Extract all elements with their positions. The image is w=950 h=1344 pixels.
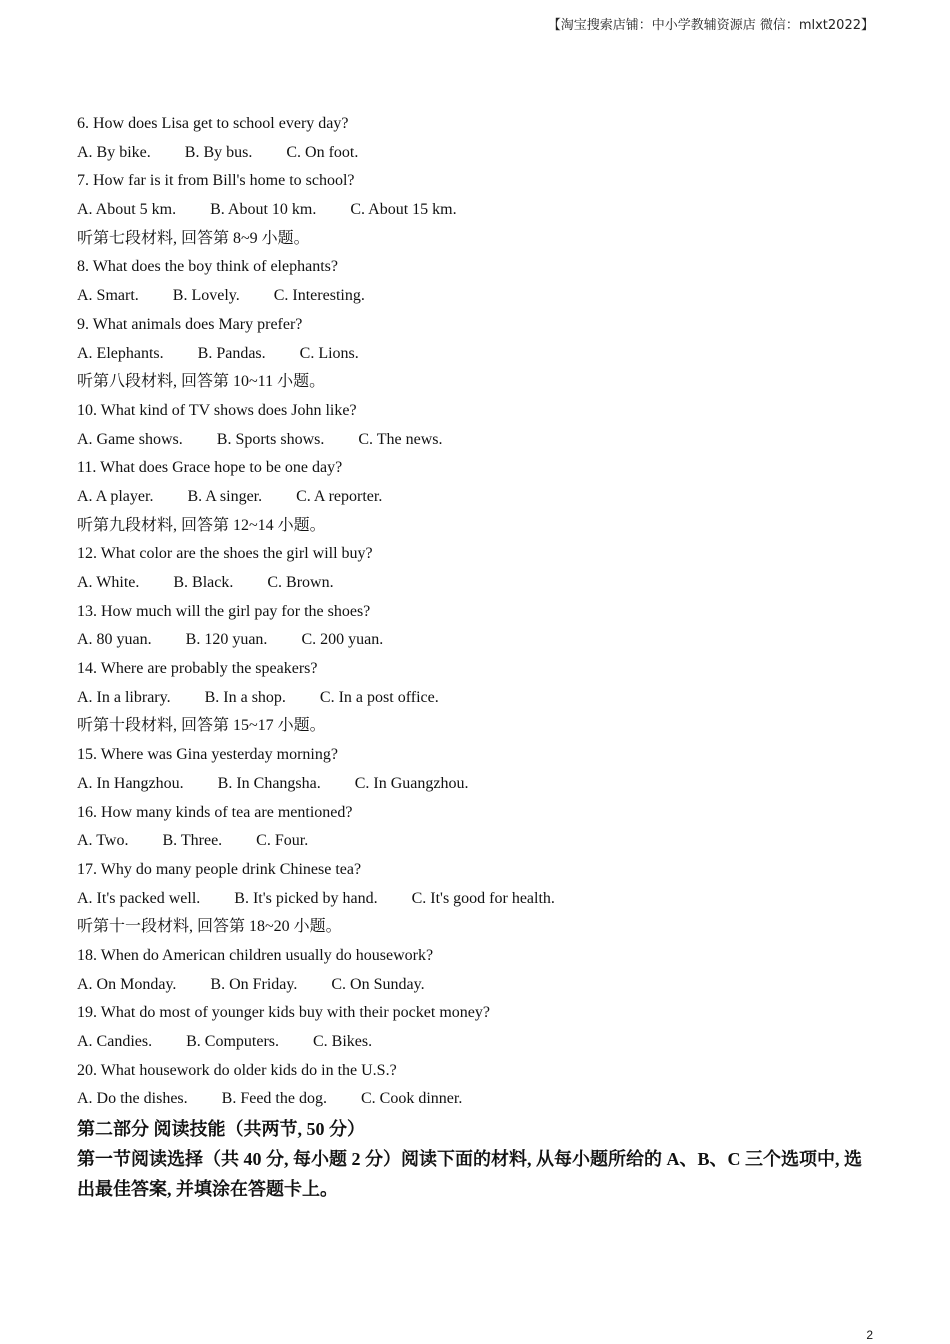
question-text: 19. What do most of younger kids buy with their pocket money? — [77, 1004, 490, 1022]
answer-option: A. In Hangzhou. — [77, 774, 184, 792]
answer-option: B. In Changsha. — [217, 774, 321, 792]
answer-options — [77, 770, 877, 799]
answer-option: B. A singer. — [187, 487, 263, 505]
question-text: 15. Where was Gina yesterday morning? — [77, 746, 338, 764]
question-text: 11. What does Grace hope to be one day? — [77, 459, 343, 477]
answer-option: C. In a post office. — [319, 688, 439, 706]
section-prompt: 听第十一段材料, 回答第 18~20 小题。 — [77, 918, 342, 936]
answer-option: C. Bikes. — [313, 1033, 373, 1050]
answer-option: A. Elephants. — [77, 344, 164, 362]
answer-options — [77, 626, 877, 655]
answer-options — [77, 885, 877, 914]
answer-options — [77, 196, 877, 225]
section-prompt: 听第八段材料, 回答第 10~11 小题。 — [77, 373, 326, 391]
answer-option: C. The news. — [358, 430, 443, 448]
answer-option: A. It's packed well. — [77, 889, 201, 907]
answer-option: C. It's good for health. — [411, 889, 555, 907]
question-text: 12. What color are the shoes the girl will buy? — [77, 545, 373, 563]
section-prompt: 听第九段材料, 回答第 12~14 小题。 — [77, 516, 326, 534]
answer-option: B. It's picked by hand. — [234, 889, 378, 907]
answer-options — [77, 827, 877, 856]
answer-option: B. Black. — [173, 574, 234, 591]
answer-option: A. About 5 km. — [77, 201, 177, 219]
answer-option: A. 80 yuan. — [77, 631, 152, 649]
answer-option: C. On Sunday. — [331, 975, 425, 993]
answer-option: A. A player. — [77, 487, 154, 505]
answer-option: A. Candies. — [77, 1033, 153, 1050]
question-text: 16. How many kinds of tea are mentioned? — [77, 803, 353, 821]
answer-option: B. Sports shows. — [216, 430, 325, 448]
question-text: 14. Where are probably the speakers? — [77, 660, 318, 678]
question-text: 17. Why do many people drink Chinese tea? — [77, 860, 362, 878]
answer-option: A. Game shows. — [77, 430, 183, 448]
question-text: 9. What animals does Mary prefer? — [77, 315, 303, 333]
answer-option: B. Computers. — [186, 1033, 279, 1050]
answer-option: A. On Monday. — [77, 975, 177, 993]
answer-option: B. By bus. — [184, 143, 253, 161]
answer-option: A. In a library. — [77, 688, 171, 706]
answer-options — [77, 426, 877, 455]
answer-option: A. Do the dishes. — [77, 1090, 188, 1108]
answer-options — [77, 684, 877, 713]
question-text: 8. What does the boy think of elephants? — [77, 258, 338, 276]
question-text: 7. How far is it from Bill's home to school? — [77, 172, 355, 190]
answer-option: B. 120 yuan. — [185, 631, 268, 649]
answer-option: B. In a shop. — [204, 688, 286, 706]
answer-options — [77, 483, 877, 512]
answer-option: A. By bike. — [77, 143, 151, 161]
answer-option: A. White. — [77, 574, 140, 591]
answer-option: C. On foot. — [286, 143, 359, 161]
question-text: 13. How much will the girl pay for the shoes? — [77, 602, 371, 620]
section-instruction: 第一节阅读选择（共 40 分, 每小题 2 分）阅读下面的材料, 从每小题所给的 A、B、C 三个选项中, 选出最佳答案, 并填涂在答题卡上。 — [77, 1149, 862, 1200]
answer-options — [77, 971, 877, 1000]
page-number: 2 — [866, 1328, 873, 1342]
answer-options — [77, 1028, 877, 1057]
answer-option: B. Pandas. — [197, 344, 266, 362]
page-header: 【淘宝搜索店铺：中小学教辅资源店 微信：mlxt2022】 — [547, 18, 874, 33]
answer-option: A. Two. — [77, 832, 129, 850]
question-text: 18. When do American children usually do housework? — [77, 946, 434, 964]
answer-option: C. Cook dinner. — [360, 1090, 463, 1108]
answer-option: B. On Friday. — [210, 975, 298, 993]
document-body — [77, 110, 877, 1204]
question-text: 10. What kind of TV shows does John like? — [77, 401, 357, 419]
answer-option: B. Feed the dog. — [221, 1090, 327, 1108]
answer-option: C. Lions. — [299, 344, 359, 362]
answer-option: C. Brown. — [267, 574, 334, 591]
answer-option: C. In Guangzhou. — [354, 774, 469, 792]
answer-option: A. Smart. — [77, 287, 139, 305]
answer-options — [77, 282, 877, 311]
answer-option: C. About 15 km. — [350, 201, 457, 219]
answer-option: B. Lovely. — [172, 287, 240, 305]
answer-options — [77, 569, 877, 598]
section-prompt: 听第十段材料, 回答第 15~17 小题。 — [77, 717, 326, 735]
question-text: 20. What housework do older kids do in the U.S.? — [77, 1061, 397, 1079]
part-title: 第二部分 阅读技能（共两节, 50 分） — [77, 1119, 365, 1140]
question-text: 6. How does Lisa get to school every day? — [77, 115, 349, 132]
answer-option: C. A reporter. — [296, 487, 383, 505]
section-prompt: 听第七段材料, 回答第 8~9 小题。 — [77, 229, 310, 247]
answer-options — [77, 340, 877, 369]
answer-option: C. 200 yuan. — [301, 631, 384, 649]
answer-options — [77, 1085, 877, 1114]
answer-option: C. Four. — [256, 832, 309, 850]
answer-options — [77, 139, 877, 168]
answer-option: B. About 10 km. — [210, 201, 317, 219]
answer-option: B. Three. — [162, 832, 223, 850]
answer-option: C. Interesting. — [273, 287, 365, 305]
